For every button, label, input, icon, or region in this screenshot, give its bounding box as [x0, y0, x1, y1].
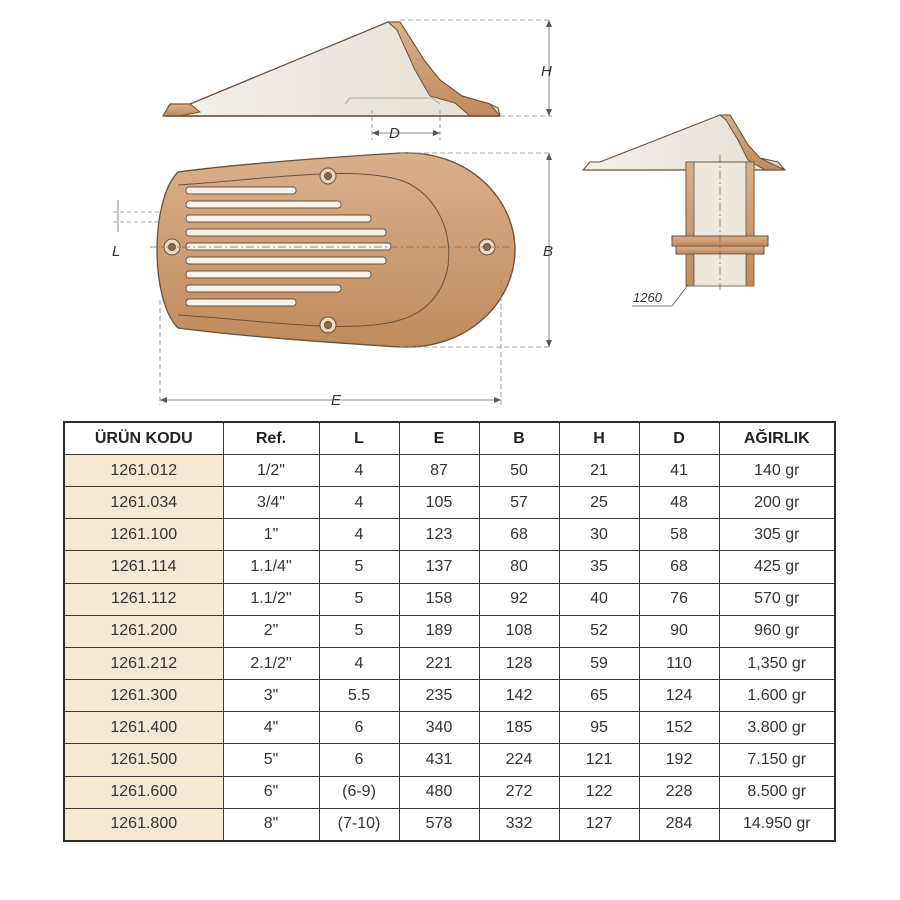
cell-D: 41 — [639, 455, 719, 487]
table-row — [64, 487, 835, 519]
cell-B: 224 — [479, 744, 559, 776]
cell-B: 108 — [479, 615, 559, 647]
header-ref: Ref. — [223, 422, 319, 455]
cell-code: 1261.112 — [64, 583, 223, 615]
cell-L: (7-10) — [319, 808, 399, 841]
cell-D: 110 — [639, 647, 719, 679]
cell-B: 185 — [479, 712, 559, 744]
cell-H: 40 — [559, 583, 639, 615]
cell-ref: 2.1/2" — [223, 647, 319, 679]
dim-label-D: D — [389, 125, 400, 142]
cell-E: 235 — [399, 680, 479, 712]
table-row — [64, 455, 835, 487]
cell-ref: 3" — [223, 680, 319, 712]
cell-ref: 1" — [223, 519, 319, 551]
cell-L: 4 — [319, 647, 399, 679]
cell-weight: 7.150 gr — [719, 744, 835, 776]
cell-code: 1261.114 — [64, 551, 223, 583]
cell-D: 58 — [639, 519, 719, 551]
cell-D: 76 — [639, 583, 719, 615]
table-header-row — [64, 422, 835, 455]
side-view-drawing — [163, 20, 552, 140]
table-row — [64, 808, 835, 841]
cell-H: 52 — [559, 615, 639, 647]
cell-D: 152 — [639, 712, 719, 744]
cell-E: 105 — [399, 487, 479, 519]
header-E: E — [399, 422, 479, 455]
cell-code: 1261.100 — [64, 519, 223, 551]
cell-H: 21 — [559, 455, 639, 487]
cell-L: 4 — [319, 519, 399, 551]
table-row — [64, 647, 835, 679]
cell-weight: 3.800 gr — [719, 712, 835, 744]
table-row — [64, 519, 835, 551]
cell-weight: 960 gr — [719, 615, 835, 647]
cell-D: 228 — [639, 776, 719, 808]
cell-H: 59 — [559, 647, 639, 679]
table-row — [64, 680, 835, 712]
table-row — [64, 615, 835, 647]
header-urun-kodu: ÜRÜN KODU — [64, 422, 223, 455]
dim-label-L: L — [112, 243, 121, 260]
cell-L: 5 — [319, 615, 399, 647]
table-row — [64, 583, 835, 615]
dim-label-H: H — [541, 63, 552, 80]
header-L: L — [319, 422, 399, 455]
cell-L: 5.5 — [319, 680, 399, 712]
cell-ref: 6" — [223, 776, 319, 808]
detail-ref-label: 1260 — [633, 290, 662, 305]
spec-table — [63, 421, 836, 842]
cell-H: 122 — [559, 776, 639, 808]
top-view-drawing — [113, 153, 552, 405]
cell-B: 92 — [479, 583, 559, 615]
cell-D: 90 — [639, 615, 719, 647]
cell-ref: 5" — [223, 744, 319, 776]
cell-E: 87 — [399, 455, 479, 487]
cell-weight: 570 gr — [719, 583, 835, 615]
cell-D: 284 — [639, 808, 719, 841]
cell-L: 5 — [319, 583, 399, 615]
cell-weight: 1,350 gr — [719, 647, 835, 679]
cell-L: 6 — [319, 744, 399, 776]
cell-ref: 1.1/2" — [223, 583, 319, 615]
cell-B: 50 — [479, 455, 559, 487]
table-row — [64, 744, 835, 776]
cell-B: 57 — [479, 487, 559, 519]
installed-detail-drawing — [583, 115, 785, 306]
cell-E: 123 — [399, 519, 479, 551]
cell-weight: 200 gr — [719, 487, 835, 519]
cell-code: 1261.200 — [64, 615, 223, 647]
cell-weight: 305 gr — [719, 519, 835, 551]
cell-weight: 14.950 gr — [719, 808, 835, 841]
cell-H: 35 — [559, 551, 639, 583]
cell-weight: 8.500 gr — [719, 776, 835, 808]
cell-B: 272 — [479, 776, 559, 808]
cell-B: 332 — [479, 808, 559, 841]
cell-code: 1261.012 — [64, 455, 223, 487]
cell-H: 65 — [559, 680, 639, 712]
cell-B: 68 — [479, 519, 559, 551]
cell-B: 80 — [479, 551, 559, 583]
cell-E: 340 — [399, 712, 479, 744]
cell-L: (6-9) — [319, 776, 399, 808]
cell-code: 1261.034 — [64, 487, 223, 519]
cell-E: 137 — [399, 551, 479, 583]
cell-code: 1261.800 — [64, 808, 223, 841]
cell-ref: 3/4" — [223, 487, 319, 519]
cell-ref: 2" — [223, 615, 319, 647]
header-H: H — [559, 422, 639, 455]
cell-H: 95 — [559, 712, 639, 744]
header-B: B — [479, 422, 559, 455]
cell-weight: 1.600 gr — [719, 680, 835, 712]
dim-label-E: E — [331, 392, 342, 409]
cell-code: 1261.500 — [64, 744, 223, 776]
table-row — [64, 551, 835, 583]
cell-D: 48 — [639, 487, 719, 519]
cell-E: 189 — [399, 615, 479, 647]
table-row — [64, 712, 835, 744]
cell-D: 68 — [639, 551, 719, 583]
cell-E: 480 — [399, 776, 479, 808]
cell-E: 578 — [399, 808, 479, 841]
cell-code: 1261.300 — [64, 680, 223, 712]
cell-code: 1261.400 — [64, 712, 223, 744]
cell-H: 25 — [559, 487, 639, 519]
cell-E: 158 — [399, 583, 479, 615]
header-D: D — [639, 422, 719, 455]
header-agirlik: AĞIRLIK — [719, 422, 835, 455]
cell-L: 4 — [319, 487, 399, 519]
cell-L: 6 — [319, 712, 399, 744]
cell-weight: 140 gr — [719, 455, 835, 487]
cell-weight: 425 gr — [719, 551, 835, 583]
dim-label-B: B — [543, 243, 554, 260]
cell-L: 5 — [319, 551, 399, 583]
cell-B: 128 — [479, 647, 559, 679]
cell-E: 431 — [399, 744, 479, 776]
cell-L: 4 — [319, 455, 399, 487]
cell-code: 1261.600 — [64, 776, 223, 808]
technical-drawings — [0, 0, 900, 420]
table-row — [64, 776, 835, 808]
cell-ref: 8" — [223, 808, 319, 841]
cell-ref: 1.1/4" — [223, 551, 319, 583]
cell-D: 124 — [639, 680, 719, 712]
cell-ref: 1/2" — [223, 455, 319, 487]
cell-H: 121 — [559, 744, 639, 776]
cell-ref: 4" — [223, 712, 319, 744]
cell-H: 30 — [559, 519, 639, 551]
cell-H: 127 — [559, 808, 639, 841]
cell-D: 192 — [639, 744, 719, 776]
cell-code: 1261.212 — [64, 647, 223, 679]
cell-B: 142 — [479, 680, 559, 712]
cell-E: 221 — [399, 647, 479, 679]
